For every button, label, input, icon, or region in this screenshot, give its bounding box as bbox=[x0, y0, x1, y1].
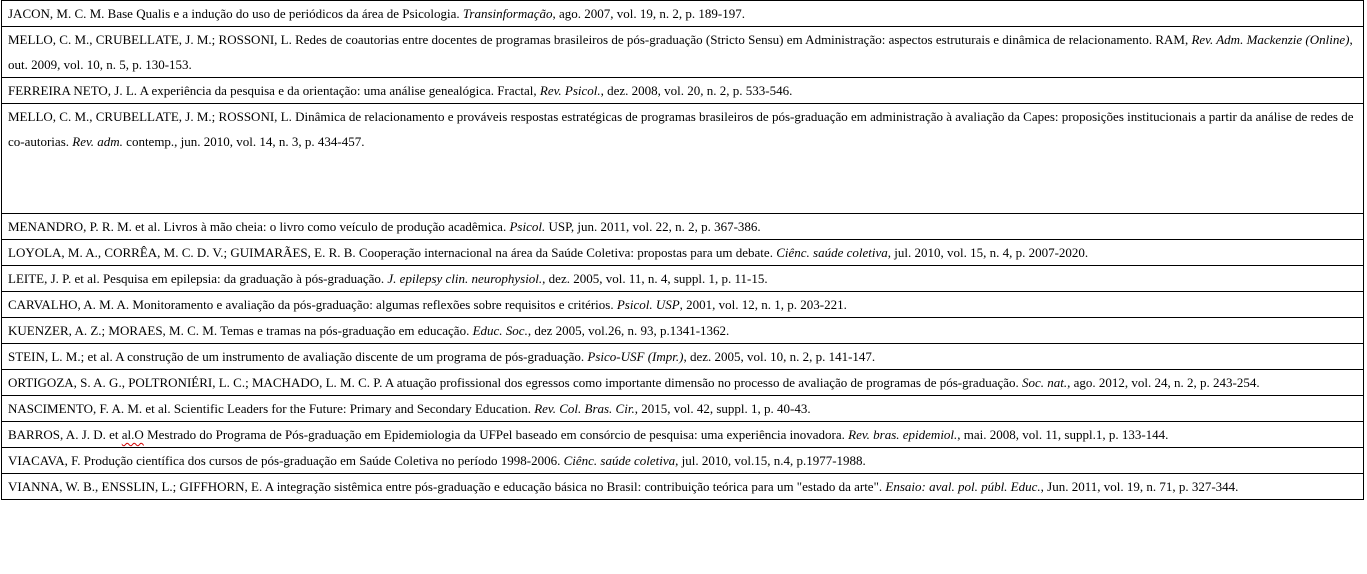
reference-details: , mai. 2008, vol. 11, suppl.1, p. 133-144. bbox=[957, 427, 1169, 442]
reference-text: MELLO, C. M., CRUBELLATE, J. M.; ROSSONI, L. Dinâmica de relacionamento e prováveis respostas estratégicas de programas brasileiros de pós-graduação em administração à avaliação da Capes: proposições institucionais a partir da análise de redes de co-autorias. bbox=[8, 109, 1354, 149]
reference-details: , jul. 2010, vol.15, n.4, p.1977-1988. bbox=[675, 453, 866, 468]
reference-cell bbox=[2, 214, 1364, 240]
reference-details: , dez 2005, vol.26, n. 93, p.1341-1362. bbox=[527, 323, 730, 338]
reference-details: , 2001, vol. 12, n. 1, p. 203-221. bbox=[679, 297, 847, 312]
table-row bbox=[2, 104, 1364, 214]
reference-text: BARROS, A. J. D. et bbox=[8, 427, 122, 442]
reference-text: FERREIRA NETO, J. L. A experiência da pesquisa e da orientação: uma análise genealógica. Fractal, bbox=[8, 83, 540, 98]
reference-text: VIANNA, W. B., ENSSLIN, L.; GIFFHORN, E. A integração sistêmica entre pós-graduação e educação básica no Brasil: contribuição teórica para um "estado da arte". bbox=[8, 479, 886, 494]
reference-cell bbox=[2, 370, 1364, 396]
reference-text: MENANDRO, P. R. M. et al. Livros à mão cheia: o livro como veículo de produção acadêmica. bbox=[8, 219, 510, 234]
table-row bbox=[2, 27, 1364, 78]
reference-details: , ago. 2007, vol. 19, n. 2, p. 189-197. bbox=[552, 6, 745, 21]
reference-text: VIACAVA, F. Produção científica dos cursos de pós-graduação em Saúde Coletiva no período 1998-2006. bbox=[8, 453, 564, 468]
journal-name: Ciênc. saúde coletiva bbox=[776, 245, 888, 260]
reference-details: , 2015, vol. 42, suppl. 1, p. 40-43. bbox=[634, 401, 811, 416]
reference-text: JACON, M. C. M. Base Qualis e a indução do uso de periódicos da área de Psicologia. bbox=[8, 6, 463, 21]
table-row bbox=[2, 78, 1364, 104]
reference-cell bbox=[2, 448, 1364, 474]
spellcheck-flagged-text: al.O bbox=[121, 427, 144, 442]
table-row bbox=[2, 396, 1364, 422]
reference-cell bbox=[2, 1, 1364, 27]
journal-name: Soc. nat. bbox=[1022, 375, 1068, 390]
reference-details: , jul. 2010, vol. 15, n. 4, p. 2007-2020. bbox=[887, 245, 1089, 260]
reference-text: ORTIGOZA, S. A. G., POLTRONIÉRI, L. C.; MACHADO, L. M. C. P. A atuação profissional dos egressos como importante dimensão no processo de avaliação de programas de pós-graduação. bbox=[8, 375, 1023, 390]
reference-details: , dez. 2008, vol. 20, n. 2, p. 533-546. bbox=[600, 83, 793, 98]
table-row bbox=[2, 344, 1364, 370]
journal-name: Psicol. bbox=[509, 219, 546, 234]
reference-text: LOYOLA, M. A., CORRÊA, M. C. D. V.; GUIMARÃES, E. R. B. Cooperação internacional na área da Saúde Coletiva: propostas para um debate. bbox=[8, 245, 777, 260]
journal-name: Rev. Adm. Mackenzie (Online) bbox=[1191, 32, 1350, 47]
reference-cell bbox=[2, 422, 1364, 448]
reference-text: STEIN, L. M.; et al. A construção de um instrumento de avaliação discente de um programa de pós-graduação. bbox=[8, 349, 588, 364]
journal-name: Rev. adm. bbox=[72, 134, 123, 149]
journal-name: Rev. Col. Bras. Cir. bbox=[534, 401, 635, 416]
reference-cell bbox=[2, 318, 1364, 344]
references-table bbox=[1, 0, 1364, 500]
reference-details: USP, jun. 2011, vol. 22, n. 2, p. 367-386. bbox=[545, 219, 761, 234]
reference-details: contemp., jun. 2010, vol. 14, n. 3, p. 434-457. bbox=[122, 134, 365, 149]
reference-details: , Jun. 2011, vol. 19, n. 71, p. 327-344. bbox=[1040, 479, 1239, 494]
journal-name: Psicol. USP bbox=[616, 297, 680, 312]
table-row bbox=[2, 318, 1364, 344]
reference-details: , dez. 2005, vol. 11, n. 4, suppl. 1, p. 11-15. bbox=[542, 271, 768, 286]
reference-cell bbox=[2, 396, 1364, 422]
reference-text: CARVALHO, A. M. A. Monitoramento e avaliação da pós-graduação: algumas reflexões sobre requisitos e critérios. bbox=[8, 297, 617, 312]
journal-name: J. epilepsy clin. neurophysiol. bbox=[387, 271, 543, 286]
reference-cell bbox=[2, 344, 1364, 370]
reference-details: , dez. 2005, vol. 10, n. 2, p. 141-147. bbox=[683, 349, 876, 364]
journal-name: Psico-USF (Impr.) bbox=[587, 349, 684, 364]
reference-cell bbox=[2, 474, 1364, 500]
table-row bbox=[2, 448, 1364, 474]
reference-cell bbox=[2, 104, 1364, 214]
journal-name: Ciênc. saúde coletiva bbox=[563, 453, 676, 468]
journal-name: Rev. Psicol. bbox=[539, 83, 601, 98]
reference-details: , ago. 2012, vol. 24, n. 2, p. 243-254. bbox=[1067, 375, 1260, 390]
table-row bbox=[2, 214, 1364, 240]
reference-text-continued: Mestrado do Programa de Pós-graduação em Epidemiologia da UFPel baseado em consórcio de pesquisa: uma experiência inovadora. bbox=[143, 427, 849, 442]
reference-details: , out. 2009, vol. 10, n. 5, p. 130-153. bbox=[8, 32, 1353, 72]
table-row bbox=[2, 240, 1364, 266]
reference-cell bbox=[2, 27, 1364, 78]
reference-text: LEITE, J. P. et al. Pesquisa em epilepsia: da graduação à pós-graduação. bbox=[8, 271, 388, 286]
table-row bbox=[2, 370, 1364, 396]
reference-text: KUENZER, A. Z.; MORAES, M. C. M. Temas e tramas na pós-graduação em educação. bbox=[8, 323, 473, 338]
journal-name: Rev. bras. epidemiol. bbox=[848, 427, 958, 442]
reference-text: MELLO, C. M., CRUBELLATE, J. M.; ROSSONI, L. Redes de coautorias entre docentes de programas brasileiros de pós-graduação (Stricto Sensu) em Administração: aspectos estruturais e dinâmica de relacionamento. RAM, bbox=[8, 32, 1192, 47]
table-row bbox=[2, 266, 1364, 292]
reference-cell bbox=[2, 78, 1364, 104]
table-row bbox=[2, 292, 1364, 318]
reference-text: NASCIMENTO, F. A. M. et al. Scientific Leaders for the Future: Primary and Secondary Education. bbox=[8, 401, 535, 416]
journal-name: Educ. Soc. bbox=[472, 323, 528, 338]
reference-cell bbox=[2, 266, 1364, 292]
reference-cell bbox=[2, 292, 1364, 318]
journal-name: Ensaio: aval. pol. públ. Educ. bbox=[885, 479, 1041, 494]
journal-name: Transinformação bbox=[462, 6, 553, 21]
table-row bbox=[2, 474, 1364, 500]
reference-cell bbox=[2, 240, 1364, 266]
table-row bbox=[2, 422, 1364, 448]
table-row bbox=[2, 1, 1364, 27]
